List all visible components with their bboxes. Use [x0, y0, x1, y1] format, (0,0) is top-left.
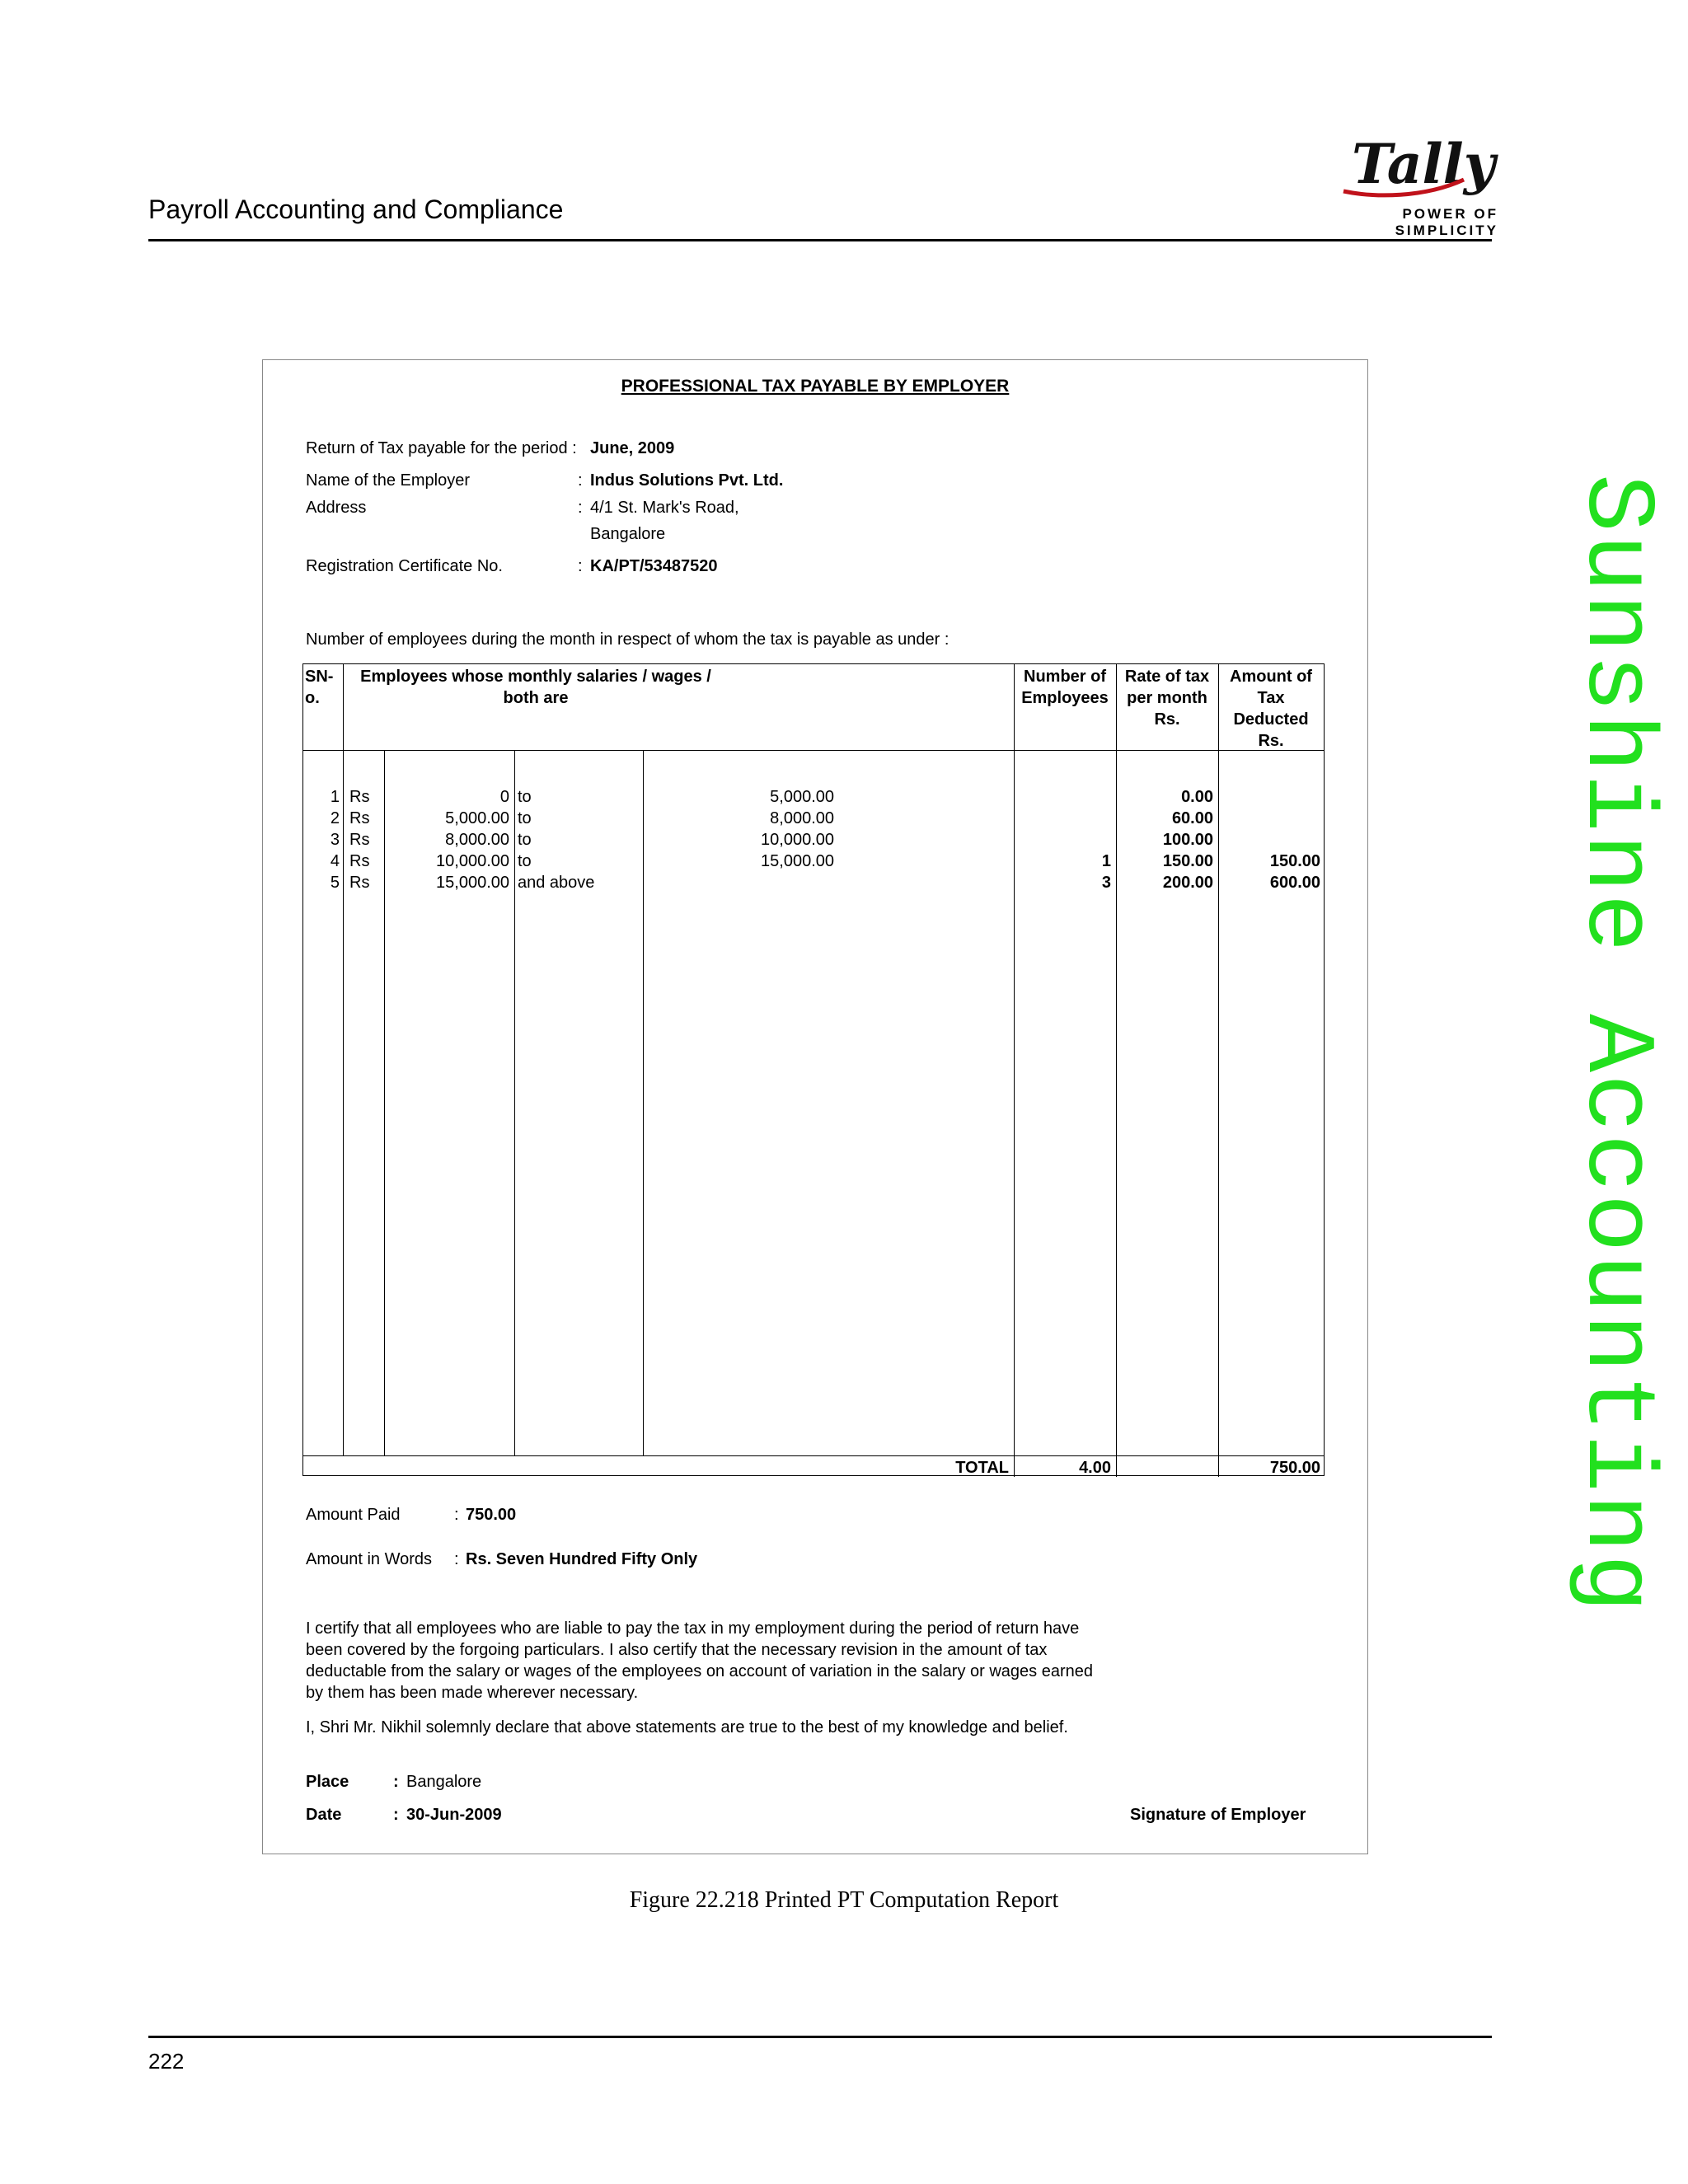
colon: : [578, 499, 583, 517]
pt-report [262, 359, 1368, 1854]
logo-swoosh-icon [1342, 173, 1465, 199]
logo-text: Tally [1352, 132, 1496, 196]
cell-from: 8,000.00 [445, 831, 509, 849]
address-label: Address [306, 499, 367, 517]
period-label: Return of Tax payable for the period : [306, 439, 577, 457]
logo-tagline: POWER OF SIMPLICITY [1395, 206, 1498, 238]
cell-rate: 200.00 [1162, 874, 1213, 892]
amount-paid-label: Amount Paid [306, 1506, 401, 1524]
reg-label: Registration Certificate No. [306, 557, 503, 575]
cert-line: I certify that all employees who are liable to pay the tax in my employment during the period of return have [306, 1619, 1080, 1638]
cell-to: to [518, 788, 532, 806]
cell-sno: 4 [330, 852, 340, 870]
colon: : [454, 1550, 459, 1568]
date-label: Date [306, 1806, 342, 1824]
colon: : [393, 1773, 399, 1791]
colon: : [578, 557, 583, 575]
cell-rate: 0.00 [1181, 788, 1213, 806]
colon: : [393, 1806, 399, 1824]
col-header-employees: Employees whose monthly salaries / wages / both are [360, 668, 711, 707]
period-value: June, 2009 [590, 439, 675, 457]
cell-rs: Rs [349, 788, 370, 806]
col-header-sno: SN- o. [305, 668, 334, 707]
cell-upto: 8,000.00 [770, 809, 834, 827]
col-header-amount: Amount of Tax Deducted Rs. [1230, 668, 1312, 750]
reg-value: KA/PT/53487520 [590, 557, 718, 575]
cell-sno: 5 [330, 874, 340, 892]
figure-caption: Figure 22.218 Printed PT Computation Report [629, 1887, 1059, 1913]
amount-words-label: Amount in Words [306, 1550, 433, 1568]
cell-to: to [518, 809, 532, 827]
cert-line: by them has been made wherever necessary. [306, 1684, 639, 1702]
cell-rs: Rs [349, 809, 370, 827]
header-divider [303, 750, 1324, 751]
employer-value: Indus Solutions Pvt. Ltd. [590, 471, 784, 490]
cell-count: 1 [1101, 852, 1111, 870]
cell-rs: Rs [349, 852, 370, 870]
col-header-number: Number of Employees [1021, 668, 1109, 707]
cell-rate: 60.00 [1171, 809, 1213, 827]
cell-upto: 5,000.00 [770, 788, 834, 806]
report-title: PROFESSIONAL TAX PAYABLE BY EMPLOYER [621, 377, 1010, 396]
address-line1: 4/1 St. Mark's Road, [590, 499, 739, 517]
cell-sno: 2 [330, 809, 340, 827]
cell-sno: 1 [330, 788, 340, 806]
colon: : [454, 1506, 459, 1524]
date-value: 30-Jun-2009 [406, 1806, 502, 1824]
footer-rule [148, 2036, 1492, 2038]
cell-rate: 150.00 [1162, 852, 1213, 870]
cell-upto: 10,000.00 [761, 831, 834, 849]
cert-line: deductable from the salary or wages of the employees on account of variation in the salary or wages earned [306, 1662, 1093, 1680]
certification-text [306, 1618, 1212, 1704]
cell-from: 5,000.00 [445, 809, 509, 827]
cell-sno: 3 [330, 831, 340, 849]
page-number: 222 [148, 2049, 185, 2074]
total-label: TOTAL [955, 1459, 1009, 1477]
cell-to: to [518, 831, 532, 849]
total-divider [303, 1455, 1324, 1456]
watermark-text: Sunshine Accounting [1560, 474, 1670, 1615]
employees-intro: Number of employees during the month in respect of whom the tax is payable as under : [306, 630, 950, 649]
cell-from: 0 [499, 788, 509, 806]
colon: : [578, 471, 583, 490]
cell-rs: Rs [349, 874, 370, 892]
cell-from: 10,000.00 [436, 852, 509, 870]
signature-label: Signature of Employer [1130, 1806, 1306, 1824]
cell-to: to [518, 852, 532, 870]
cell-from: 15,000.00 [436, 874, 509, 892]
cell-rate: 100.00 [1162, 831, 1213, 849]
place-label: Place [306, 1773, 349, 1791]
cell-upto: 15,000.00 [761, 852, 834, 870]
tally-logo [1309, 132, 1498, 238]
cert-line: been covered by the forgoing particulars. I also certify that the necessary revision in the amount of tax [306, 1641, 1048, 1659]
page-header-title: Payroll Accounting and Compliance [148, 194, 564, 224]
amount-paid-value: 750.00 [466, 1506, 517, 1524]
total-count: 4.00 [1079, 1459, 1111, 1477]
header-rule [148, 239, 1492, 241]
cell-rs: Rs [349, 831, 370, 849]
place-value: Bangalore [406, 1773, 482, 1791]
declaration-text: I, Shri Mr. Nikhil solemnly declare that above statements are true to the best of my knowledge and belief. [306, 1718, 1068, 1736]
address-line2: Bangalore [590, 525, 666, 543]
total-amount: 750.00 [1269, 1459, 1320, 1477]
cell-count: 3 [1101, 874, 1111, 892]
tax-slab-table [302, 663, 1325, 1476]
col-header-rate: Rate of tax per month Rs. [1124, 668, 1210, 729]
employer-label: Name of the Employer [306, 471, 470, 490]
cell-to: and above [518, 874, 595, 892]
cell-amount: 150.00 [1269, 852, 1320, 870]
amount-words-value: Rs. Seven Hundred Fifty Only [466, 1550, 698, 1568]
cell-amount: 600.00 [1269, 874, 1320, 892]
